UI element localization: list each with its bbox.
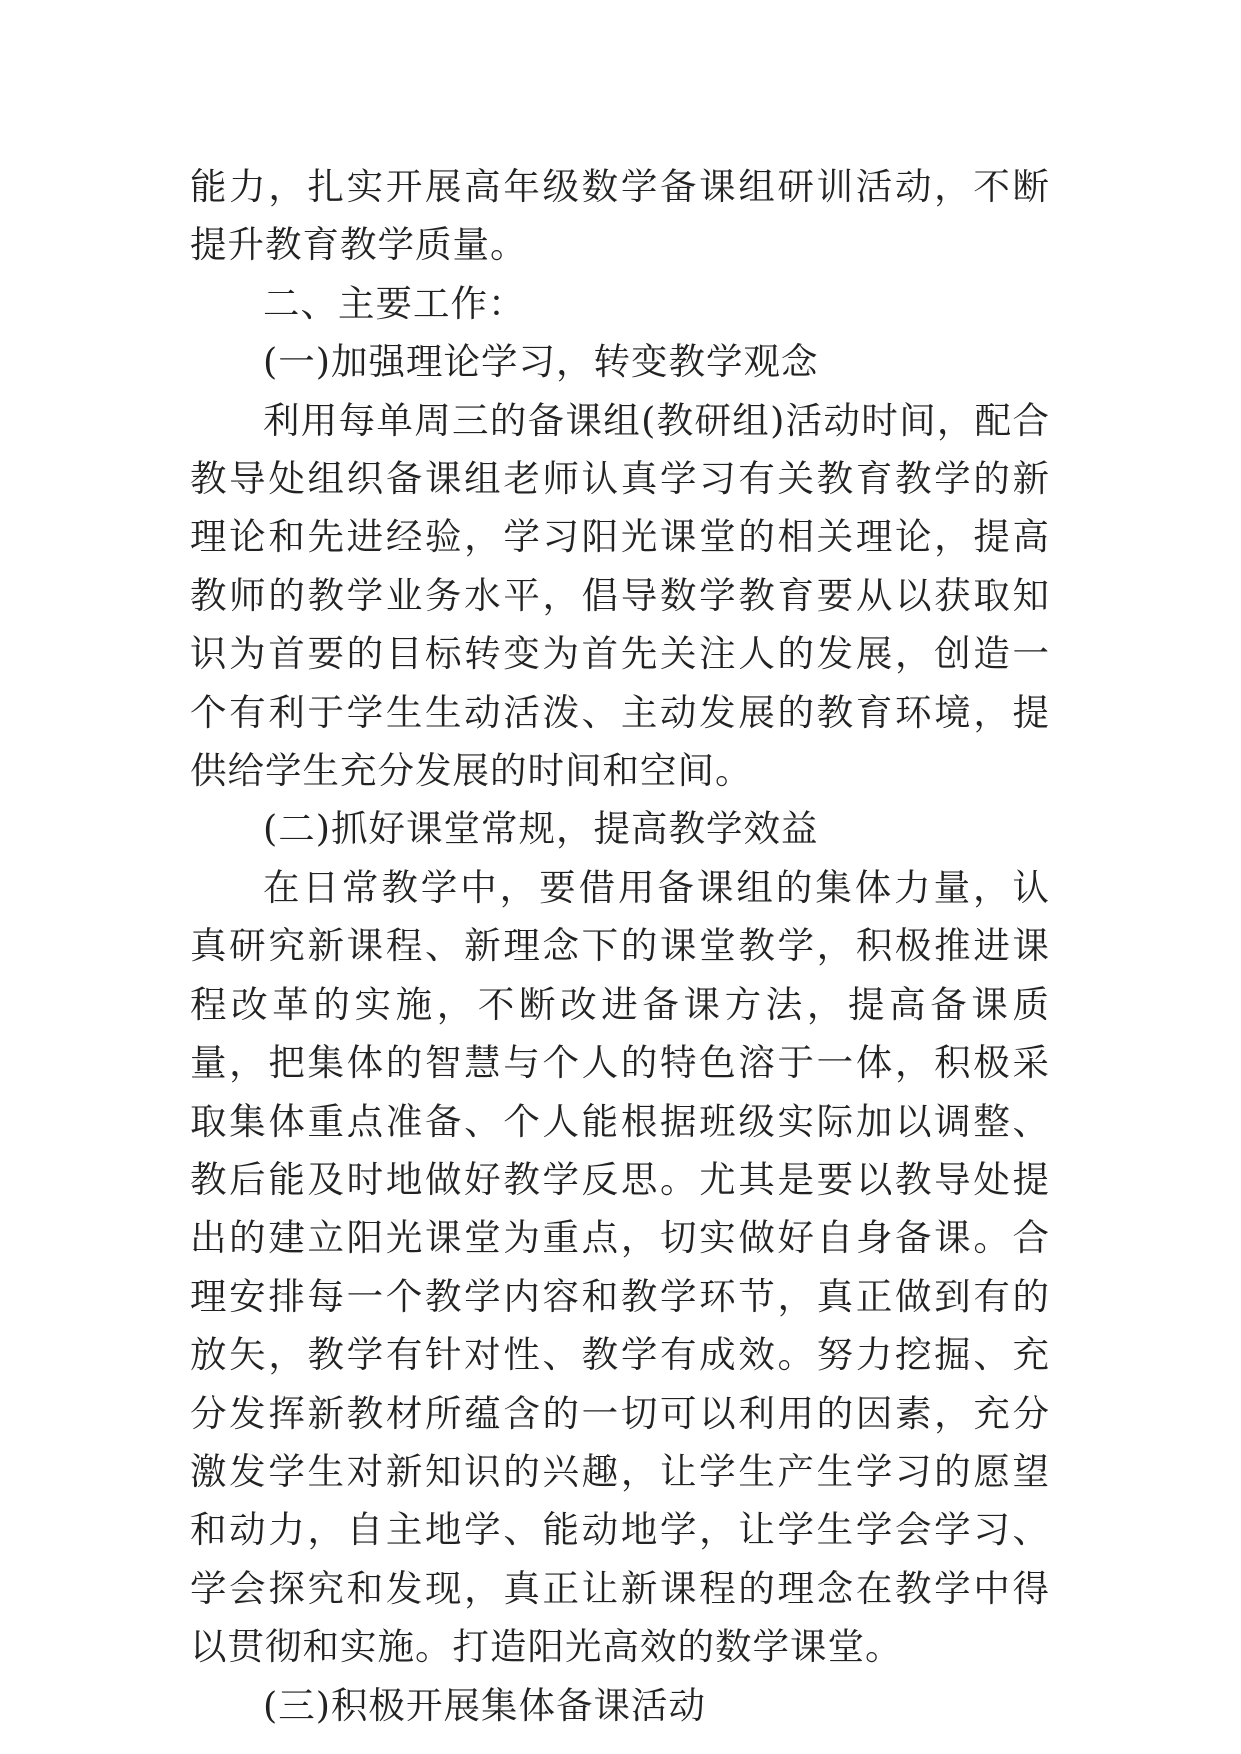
document-body bbox=[190, 158, 1050, 1735]
subheading-theory-study: (一)加强理论学习，转变教学观念 bbox=[263, 340, 819, 384]
paragraph-classroom-routine: 在日常教学中，要借用备课组的集体力量，认真研究新课程、新理念下的课堂教学，积极推进课程改革的实施，不断改进备课方法，提高备课质量，把集体的智慧与个人的特色溶于一体，积极采取集体重点准备、个人能根据班级实际加以调整、教后能及时地做好教学反思。尤其是要以教导处提出的建立阳光课堂为重点，切实做好自身备课。合理安排每一个教学内容和教学环节，真正做到有的放矢，教学有针对性、教学有成效。努力挖掘、充分发挥新教材所蕴含的一切可以利用的因素，充分激发学生对新知识的兴趣，让学生产生学习的愿望和动力，自主地学、能动地学，让学生学会学习、学会探究和发现，真正让新课程的理念在教学中得以贯彻和实施。打造阳光高效的数学课堂。 bbox=[190, 865, 1050, 1669]
section-heading-main-work: 二、主要工作： bbox=[263, 281, 526, 325]
paragraph-theory-study: 利用每单周三的备课组(教研组)活动时间，配合教导处组织备课组老师认真学习有关教育教学的新理论和先进经验，学习阳光课堂的相关理论，提高教师的教学业务水平，倡导数学教育要从以获取知识为首要的目标转变为首先关注人的发展，创造一个有利于学生生动活泼、主动发展的教育环境，提供给学生充分发展的时间和空间。 bbox=[190, 398, 1050, 793]
subheading-classroom-routine: (二)抓好课堂常规，提高教学效益 bbox=[263, 807, 819, 851]
paragraph-continuation: 能力，扎实开展高年级数学备课组研训活动，不断提升教育教学质量。 bbox=[190, 165, 1050, 267]
subheading-collective-lesson-prep: (三)积极开展集体备课活动 bbox=[263, 1683, 706, 1727]
